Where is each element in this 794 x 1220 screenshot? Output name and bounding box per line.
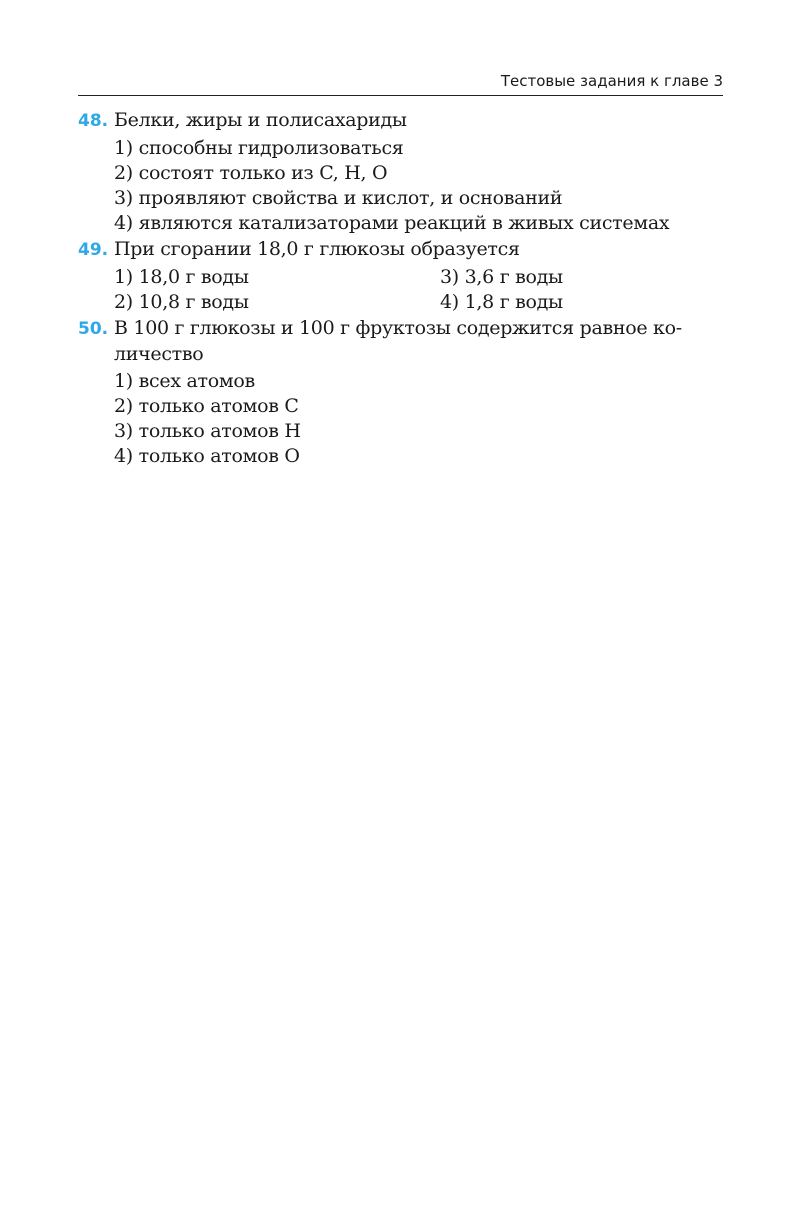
- question-49: [78, 237, 738, 315]
- question-50: [78, 316, 738, 469]
- answer-options: [78, 265, 738, 315]
- answer-option: 4) 1,8 г воды: [440, 291, 563, 313]
- answer-option: 1) способны гидролизоваться: [114, 137, 404, 159]
- answer-option: 1) всех атомов: [114, 370, 255, 392]
- answer-option: 2) 10,8 г воды: [114, 291, 249, 313]
- answer-option: 4) только атомов O: [114, 445, 300, 467]
- answer-option: 2) только атомов C: [114, 395, 299, 417]
- question-number: 50.: [78, 319, 109, 339]
- answer-options: [78, 136, 738, 236]
- question-48: [78, 108, 738, 236]
- answer-option: 3) 3,6 г воды: [440, 266, 563, 288]
- answer-option: 3) проявляют свойства и кислот, и оснований: [114, 187, 563, 209]
- answer-option: 1) 18,0 г воды: [114, 266, 249, 288]
- answer-option: 4) являются катализаторами реакций в живых системах: [114, 212, 670, 234]
- question-number: 48.: [78, 111, 109, 131]
- answer-options: [78, 369, 738, 469]
- answer-option: 3) только атомов H: [114, 420, 301, 442]
- question-text: В 100 г глюкозы и 100 г фруктозы содержится равное ко-: [114, 317, 682, 339]
- running-head: [78, 66, 723, 96]
- question-text: Белки, жиры и полисахариды: [114, 109, 407, 131]
- question-text: При сгорании 18,0 г глюкозы образуется: [114, 238, 520, 260]
- answer-option: 2) состоят только из C, H, O: [114, 162, 388, 184]
- question-text-continued: личество: [114, 343, 204, 365]
- question-number: 49.: [78, 240, 109, 260]
- running-head-title: Тестовые задания к главе 3: [500, 72, 723, 90]
